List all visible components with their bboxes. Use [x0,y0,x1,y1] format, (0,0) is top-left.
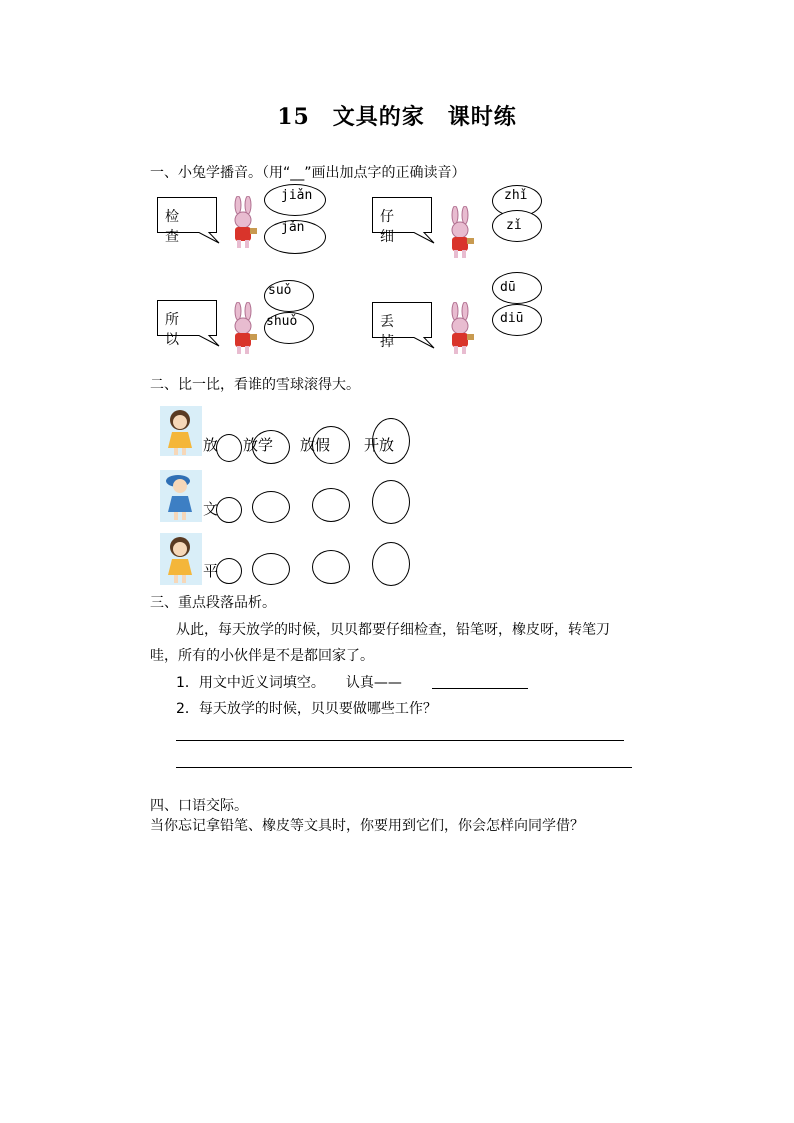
snowball-circle[interactable] [372,418,410,464]
answer-line[interactable] [176,767,632,768]
section4-prompt: 当你忘记拿铅笔、橡皮等文具时，你要用到它们，你会怎样向同学借？ [150,818,584,834]
snowball-circle[interactable] [312,488,350,522]
pinyin-option: jiǎn [281,188,313,203]
girl-icon [160,406,202,456]
section2-heading: 二、比一比，看谁的雪球滚得大。 [150,377,360,393]
snowball-circle[interactable] [252,491,290,523]
rabbit-icon [445,302,477,356]
section3-heading: 三、重点段落品析。 [150,595,276,611]
row-char: 放 [203,436,219,454]
snowball-circle[interactable] [216,434,242,462]
snowball-circle[interactable] [312,426,350,464]
pinyin-option: suǒ [268,283,292,298]
snowball-word: 放假 [300,436,331,454]
pinyin-option: diū [500,311,524,326]
pinyin-option: shuǒ [266,314,298,329]
passage-line-1: 从此，每天放学的时候，贝贝都要仔细检查，铅笔呀，橡皮呀，转笔刀 [176,622,610,638]
answer-line[interactable] [176,740,624,741]
question-2: 2．每天放学的时候，贝贝要做哪些工作？ [176,701,437,717]
snowball-circle[interactable] [252,553,290,585]
question-1: 1．用文中近义词填空。 认真—— [176,675,402,691]
row-char: 文 [203,500,219,518]
snowball-word: 放学 [243,436,274,454]
word-label: 丢掉 [380,314,394,350]
word-label: 检查 [165,209,179,245]
snowball-circle[interactable] [312,550,350,584]
snowball-circle[interactable] [216,558,242,584]
snowball-circle[interactable] [252,430,290,464]
girl-icon [160,533,202,585]
pinyin-option: jǎn [281,220,305,235]
snowball-word: 开放 [364,436,395,454]
word-label: 仔细 [380,209,394,245]
page-title: 15 文具的家 课时练 [277,104,517,130]
passage-line-2: 哇，所有的小伙伴是不是都回家了。 [150,648,374,664]
pinyin-option: zhǐ [504,188,528,203]
rabbit-icon [445,206,477,260]
section1-heading: 一、小兔学播音。（用“__”画出加点字的正确读音） [150,165,466,181]
word-label: 所以 [165,312,179,348]
row-char: 平 [203,562,219,580]
snowball-circle[interactable] [372,480,410,524]
snowball-circle[interactable] [372,542,410,586]
rabbit-icon [228,302,260,356]
section4-heading: 四、口语交际。 [150,798,248,814]
pinyin-option: zǐ [506,218,522,233]
snowball-circle[interactable] [216,497,242,523]
answer-blank[interactable] [432,688,528,689]
girl-icon [160,470,202,522]
pinyin-option: dū [500,280,516,295]
rabbit-icon [228,196,260,250]
